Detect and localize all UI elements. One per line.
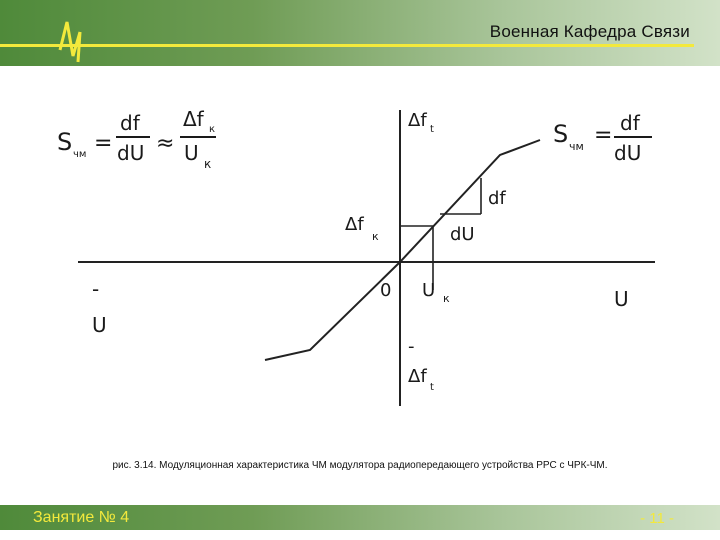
formula-left-den1: dU [117,141,145,165]
formula-left [57,107,216,171]
y-axis-top-label: Δf [408,110,427,131]
formula-left-den2: U [184,141,199,165]
header-title: Военная Кафедра Связи [489,22,690,41]
formula-left-lhs-sub: чм [73,149,87,160]
formula-left-num2-sub: к [209,124,216,135]
du-label: dU [450,224,475,245]
delta-fk-label: Δf [345,214,364,235]
x-axis-left-minus: - [92,277,100,301]
formula-right-den: dU [614,141,642,165]
df-label: df [488,188,506,209]
formula-left-eq: = [94,131,113,156]
modulation-characteristic-diagram [0,90,720,420]
formula-right-lhs-sub: чм [569,140,584,153]
header-rule [0,44,694,47]
y-axis-bottom-minus: - [408,336,415,357]
lightning-icon [58,16,84,68]
characteristic-curve [265,140,540,360]
figure-caption: рис. 3.14. Модуляционная характеристика ЧМ модулятора радиопередающего устройства РРС с ЧРК-ЧМ. [112,460,608,471]
y-axis-top-sub: t [430,124,434,135]
formula-left-approx: ≈ [156,131,175,156]
formula-left-num1: df [120,111,140,135]
formula-right-eq: = [594,123,613,148]
y-axis-bottom-label: Δf [408,366,427,387]
formula-right-lhs: S [553,120,569,148]
uk-label: U [422,280,436,301]
x-axis-left-label: U [92,313,107,337]
formula-right-num: df [620,111,640,135]
page-number: - 11 - [640,510,674,527]
origin-label: 0 [380,280,392,301]
formula-right [553,111,652,165]
x-axis-right-label: U [614,287,629,311]
formula-left-lhs: S [57,128,73,156]
y-axis-bottom-sub: t [430,382,434,393]
lesson-label: Занятие № 4 [33,509,130,526]
formula-left-num2: Δf [183,107,204,131]
formula-left-den2-sub: к [204,157,212,171]
uk-sub: к [443,292,450,305]
delta-fk-sub: к [372,230,379,243]
